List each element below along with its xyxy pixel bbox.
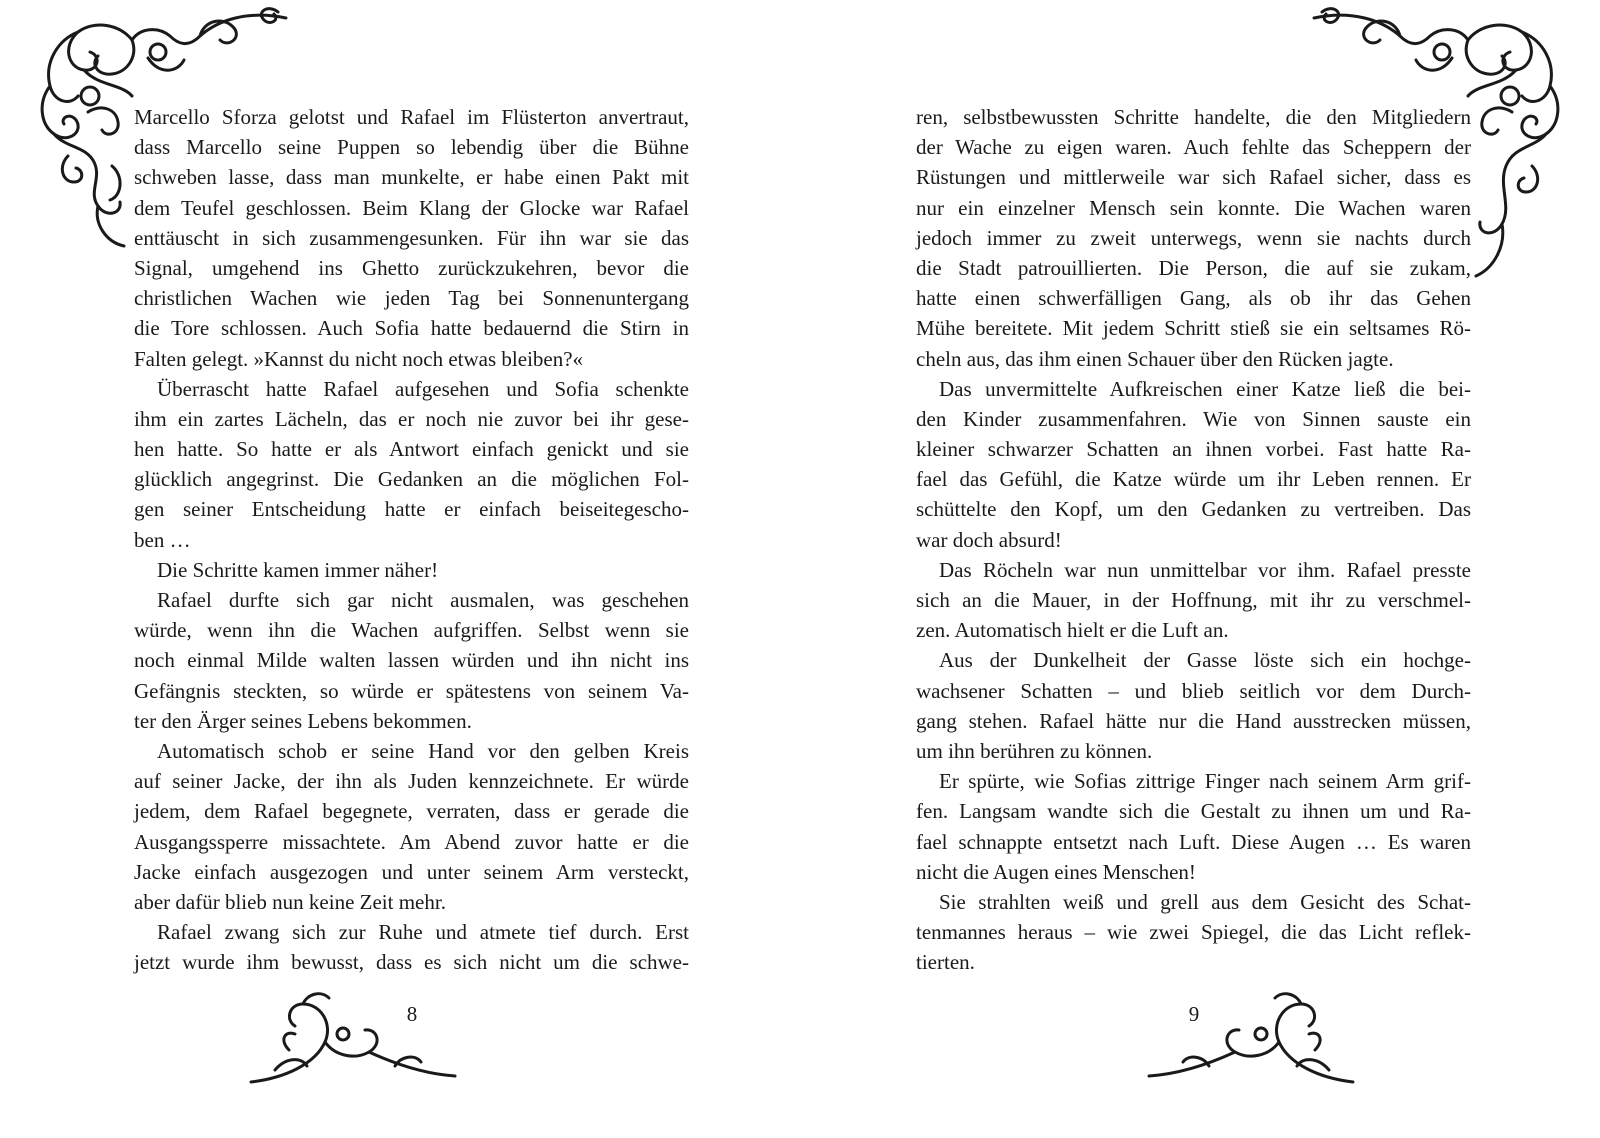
text-line: ter den Ärger seines Lebens bekommen. <box>134 708 472 733</box>
text-line: war doch absurd! <box>916 527 1062 552</box>
text-line: den Kinder zusammenfahren. Wie von Sinnen sauste ein <box>916 406 1471 431</box>
text-line: christlichen Wachen wie jeden Tag bei Sonnenuntergang <box>134 286 689 311</box>
text-line: ihm ein zartes Lächeln, das er noch nie zuvor bei ihr gese- <box>134 406 689 431</box>
page-number: 8 <box>406 1002 418 1026</box>
right-page <box>800 0 1600 1138</box>
text-line: gang stehen. Rafael hätte nur die Hand ausstrecken müssen, <box>916 708 1471 733</box>
text-line: Aus der Dunkelheit der Gasse löste sich ein hochge- <box>939 648 1471 673</box>
text-line: jedoch immer zu zweit unterwegs, wenn sie nachts durch <box>916 225 1471 250</box>
right-page-body-text <box>916 102 1471 977</box>
text-line: dem Teufel geschlossen. Beim Klang der Glocke war Rafael <box>134 195 689 220</box>
text-line: Marcello Sforza gelotst und Rafael im Flüsterton anvertraut, <box>134 105 689 129</box>
left-page-body-text <box>134 102 689 977</box>
text-line: nicht die Augen eines Menschen! <box>916 859 1196 884</box>
text-line: noch einmal Milde walten lassen würden und ihn nicht ins <box>134 648 689 673</box>
text-line: Mühe bereitete. Mit jedem Schritt stieß sie ein seltsames Rö- <box>916 316 1471 341</box>
text-line: Das unvermittelte Aufkreischen einer Katze ließ die bei- <box>939 376 1471 401</box>
text-line: jedem, dem Rafael begegnete, verraten, dass er gerade die <box>134 799 689 824</box>
text-line: Rafael durfte sich gar nicht ausmalen, was geschehen <box>157 588 689 612</box>
text-line: die Tore schlossen. Auch Sofia hatte bedauernd die Stirn in <box>134 316 689 341</box>
text-line: schweben lasse, dass man munkelte, er habe einen Pakt mit <box>134 165 689 190</box>
text-line: wachsener Schatten – und blieb seitlich vor dem Durch- <box>916 678 1471 703</box>
text-line: sich an die Mauer, in der Hoffnung, mit ihr zu verschmel- <box>916 588 1471 612</box>
text-line: tenmannes heraus – wie zwei Spiegel, die das Licht reflek- <box>916 920 1471 945</box>
text-line: Jacke einfach ausgezogen und unter seinem Arm versteckt, <box>134 859 689 884</box>
flourish-footer-icon <box>245 990 460 1088</box>
text-line: glücklich angegrinst. Die Gedanken an die möglichen Fol- <box>134 467 689 492</box>
text-line: gen seiner Entscheidung hatte er einfach beiseitegescho- <box>134 497 689 522</box>
text-line: ben … <box>134 527 191 552</box>
text-line: die Stadt patrouillierten. Die Person, die auf sie zukam, <box>916 255 1471 280</box>
text-line: Die Schritte kamen immer näher! <box>157 557 439 582</box>
text-line: um ihn berühren zu können. <box>916 738 1153 763</box>
text-line: fael schnappte entsetzt nach Luft. Diese Augen … Es waren <box>916 829 1471 854</box>
text-line: der Wache zu eigen waren. Auch fehlte das Scheppern der <box>916 135 1471 160</box>
text-line: Überrascht hatte Rafael aufgesehen und Sofia schenkte <box>157 376 689 401</box>
text-line: tierten. <box>916 950 975 975</box>
text-line: Er spürte, wie Sofias zittrige Finger nach seinem Arm grif- <box>939 769 1471 794</box>
text-line: kleiner schwarzer Schatten an ihnen vorbei. Fast hatte Ra- <box>916 437 1471 462</box>
text-line: hatte einen schwerfälligen Gang, als ob ihr das Gehen <box>916 286 1471 311</box>
text-line: Rüstungen und mittlerweile war sich Rafael sicher, dass es <box>916 165 1471 190</box>
text-line: cheln aus, das ihm einen Schauer über den Rücken jagte. <box>916 346 1394 371</box>
text-line: aber dafür blieb nun keine Zeit mehr. <box>134 889 446 914</box>
text-line: ren, selbstbewussten Schritte handelte, die den Mitgliedern <box>916 105 1471 129</box>
text-line: Automatisch schob er seine Hand vor den gelben Kreis <box>157 738 689 763</box>
text-line: schüttelte den Kopf, um den Gedanken zu vertreiben. Das <box>916 497 1471 522</box>
text-line: hen hatte. So hatte er als Antwort einfach genickt und sie <box>134 437 689 462</box>
text-line: fen. Langsam wandte sich die Gestalt zu ihnen um und Ra- <box>916 799 1471 824</box>
text-line: dass Marcello seine Puppen so lebendig über die Bühne <box>134 135 689 160</box>
flourish-footer-icon <box>1144 990 1359 1088</box>
text-line: Falten gelegt. »Kannst du nicht noch etwas bleiben?« <box>134 346 584 371</box>
text-line: zen. Automatisch hielt er die Luft an. <box>916 618 1229 643</box>
text-line: Rafael zwang sich zur Ruhe und atmete tief durch. Erst <box>157 920 689 945</box>
text-line: Das Röcheln war nun unmittelbar vor ihm. Rafael presste <box>939 557 1471 582</box>
text-line: würde, wenn ihn die Wachen aufgriffen. Selbst wenn sie <box>134 618 689 643</box>
text-line: Gefängnis steckten, so würde er spätestens von seinem Va- <box>134 678 689 703</box>
text-line: auf seiner Jacke, der ihn als Juden kennzeichnete. Er würde <box>134 769 689 794</box>
text-line: Sie strahlten weiß und grell aus dem Gesicht des Schat- <box>939 889 1471 914</box>
text-line: nur ein einzelner Mensch sein konnte. Die Wachen waren <box>916 195 1471 220</box>
text-line: Signal, umgehend ins Ghetto zurückzukehren, bevor die <box>134 255 689 280</box>
page-number: 9 <box>1188 1002 1200 1026</box>
text-line: enttäuscht in sich zusammengesunken. Für ihn war sie das <box>134 225 689 250</box>
text-line: fael das Gefühl, die Katze würde um ihr Leben rennen. Er <box>916 467 1471 492</box>
text-line: Ausgangssperre missachtete. Am Abend zuvor hatte er die <box>134 829 689 854</box>
text-line: jetzt wurde ihm bewusst, dass es sich nicht um die schwe- <box>134 950 689 975</box>
